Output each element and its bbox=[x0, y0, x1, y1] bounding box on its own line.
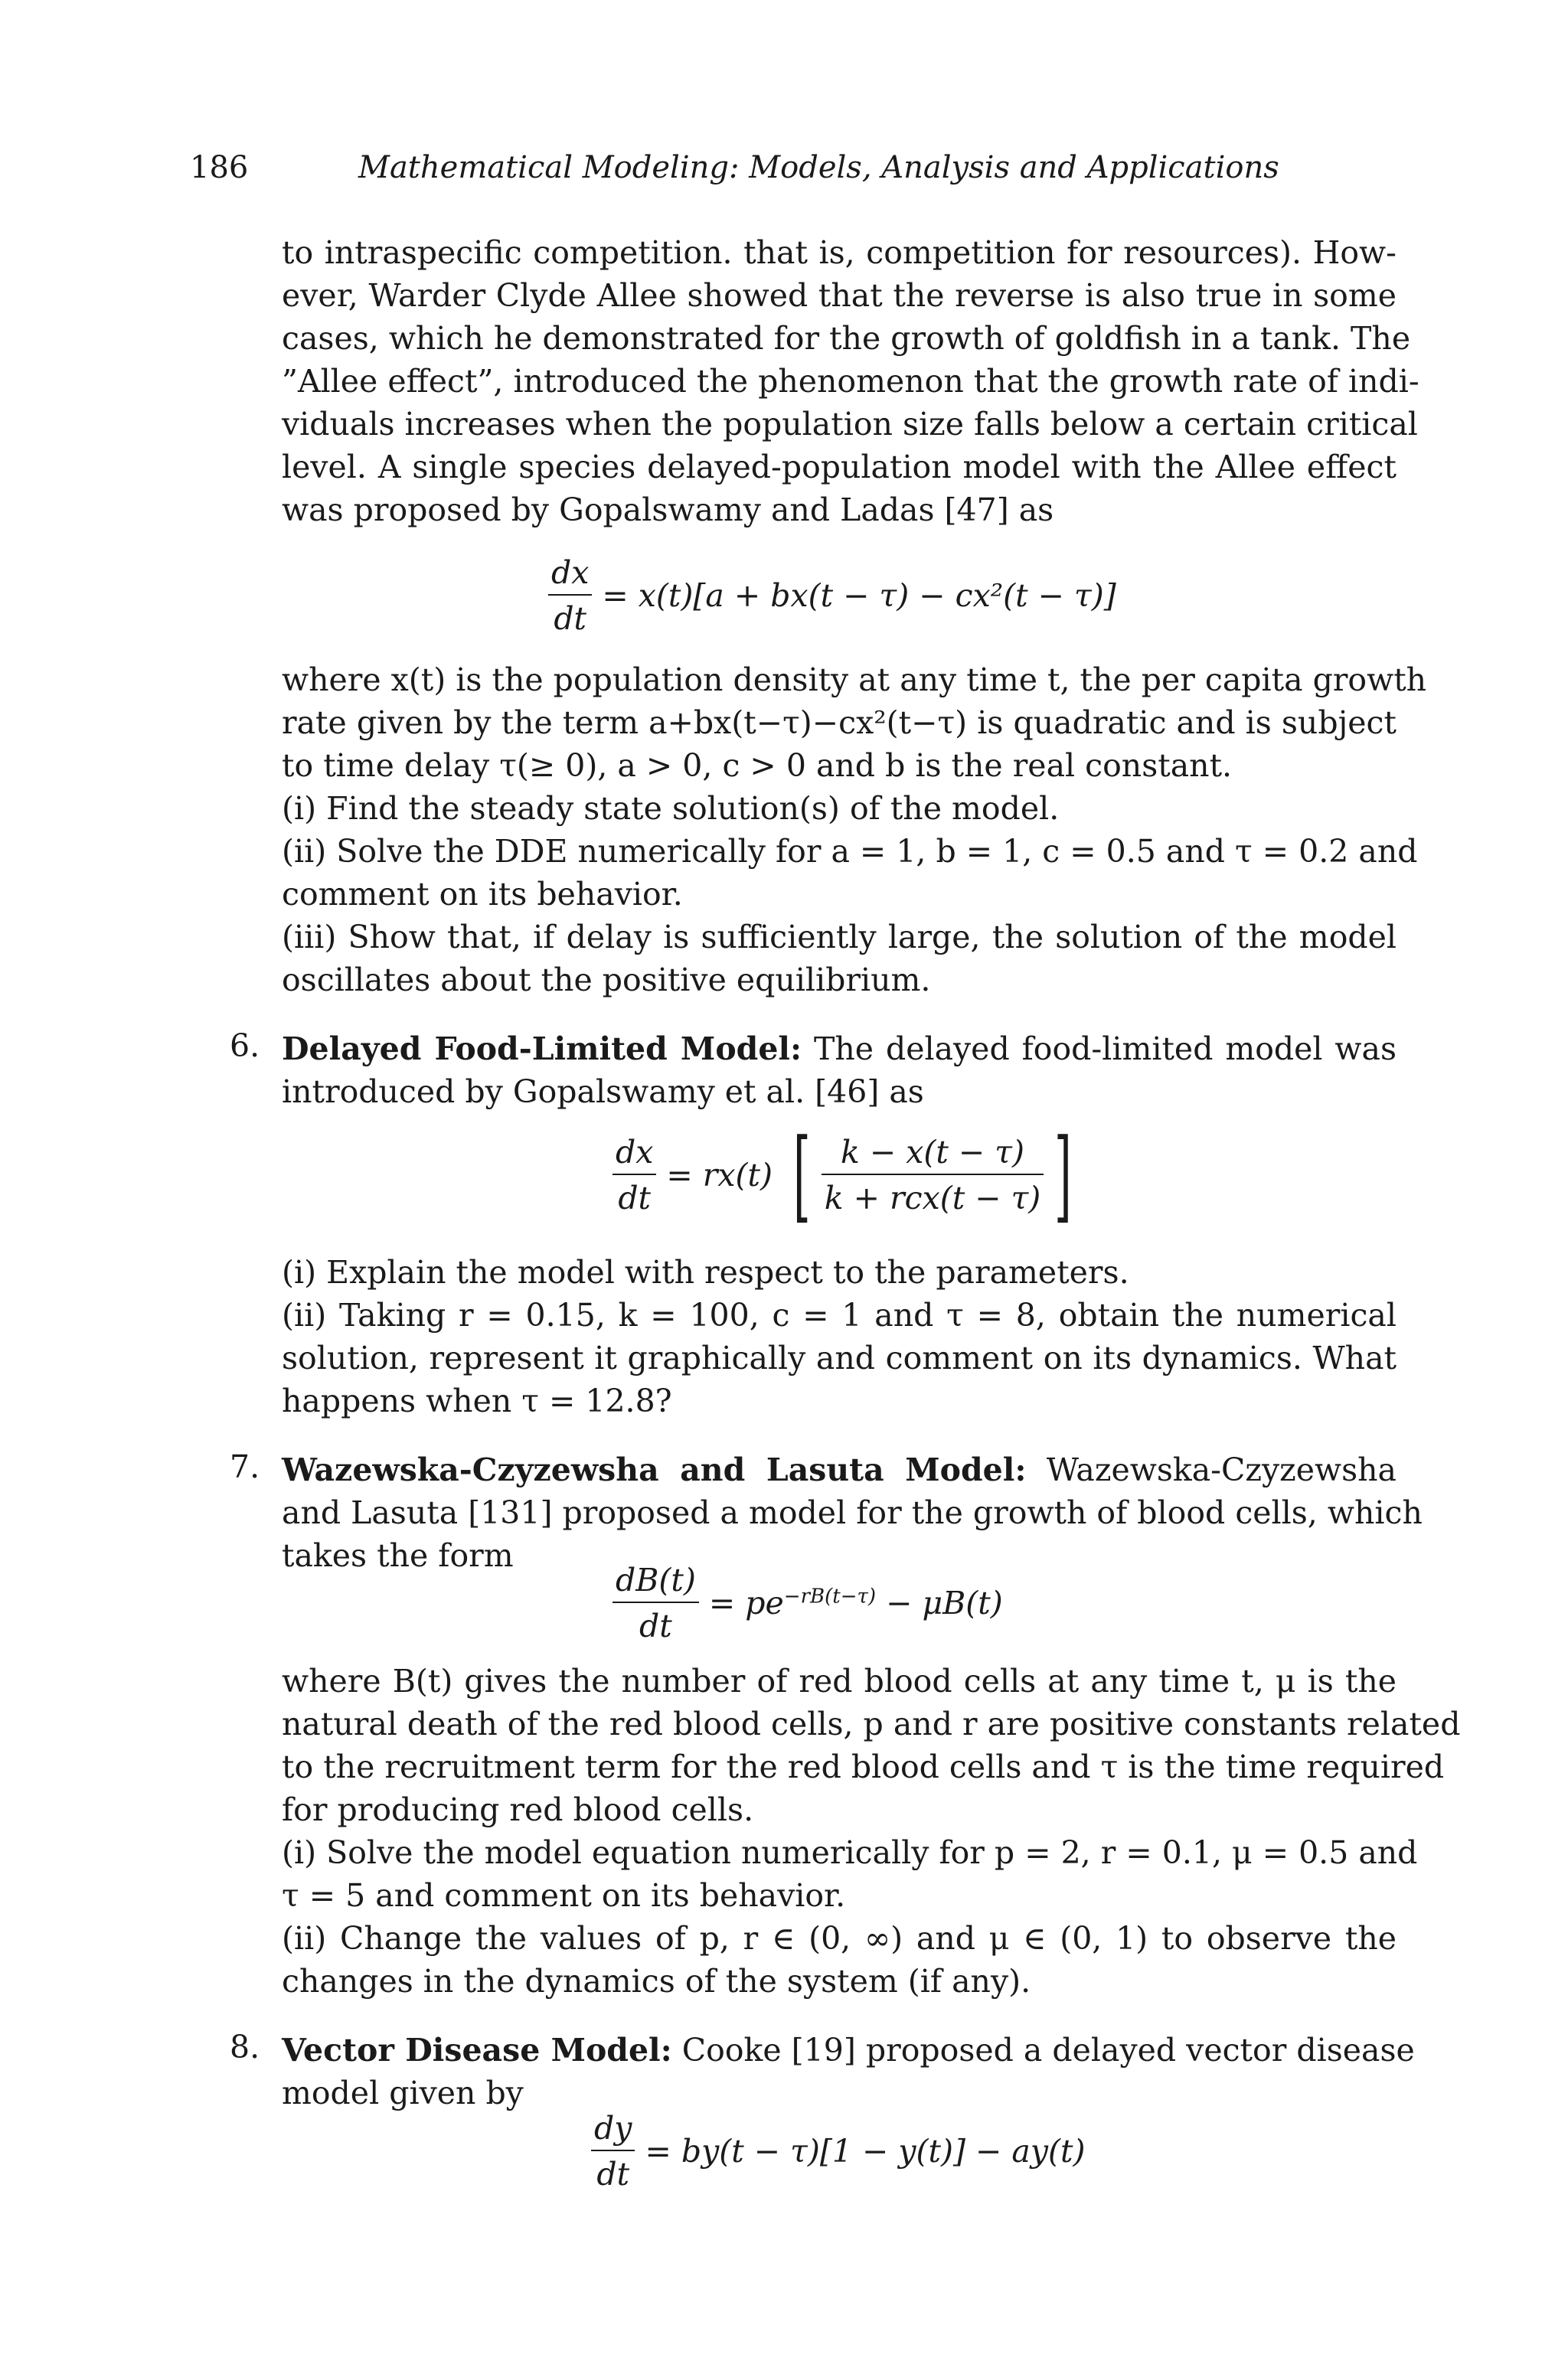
item-text: Wazewska-Czyzewsha bbox=[1026, 1452, 1396, 1488]
text-line: cases, which he demonstrated for the growth of goldfish in a tank. The bbox=[282, 320, 1411, 357]
text-line: introduced by Gopalswamy et al. [46] as bbox=[282, 1073, 924, 1110]
text-line: takes the form bbox=[282, 1537, 514, 1574]
equation-term: − μB(t) bbox=[876, 1585, 1003, 1621]
text-line: where B(t) gives the number of red blood cells at any time t, μ is the bbox=[282, 1663, 1396, 1700]
allee-equation bbox=[548, 554, 1116, 637]
fraction-numerator: dB(t) bbox=[612, 1562, 699, 1603]
fraction-denominator: dt bbox=[554, 600, 587, 637]
text-line: changes in the dynamics of the system (if any). bbox=[282, 1963, 1031, 2000]
fraction-numerator: dy bbox=[591, 2110, 635, 2151]
text-line: was proposed by Gopalswamy and Ladas [47] as bbox=[282, 491, 1054, 528]
allee-explanation bbox=[282, 658, 1427, 1001]
text-line: ever, Warder Clyde Allee showed that the reverse is also true in some bbox=[282, 277, 1396, 314]
text-line: (ii) Solve the DDE numerically for a = 1, b = 1, c = 0.5 and τ = 0.2 and bbox=[282, 833, 1418, 870]
text-line: solution, represent it graphically and comment on its dynamics. What bbox=[282, 1340, 1396, 1376]
equation-rhs: = x(t)[a + bx(t − τ) − cx²(t − τ)] bbox=[602, 577, 1116, 614]
food-limited-equation bbox=[612, 1117, 1083, 1233]
text-line: oscillates about the positive equilibrium. bbox=[282, 962, 931, 998]
item-title: Wazewska-Czyzewsha and Lasuta Model: bbox=[282, 1452, 1027, 1488]
item-number: 6. bbox=[230, 1027, 260, 1064]
text-line: happens when τ = 12.8? bbox=[282, 1383, 672, 1419]
fraction-numerator: dx bbox=[612, 1134, 656, 1175]
text-line: (ii) Taking r = 0.15, k = 100, c = 1 and τ = 8, obtain the numerical bbox=[282, 1297, 1396, 1334]
item-number: 8. bbox=[230, 2029, 260, 2065]
text-line: to intraspecific competition. that is, competition for resources). How- bbox=[282, 234, 1396, 271]
derivative-fraction bbox=[612, 1134, 656, 1216]
fraction-numerator: k − x(t − τ) bbox=[822, 1134, 1044, 1175]
item-7-explanation bbox=[282, 1660, 1461, 2003]
text-line: (i) Find the steady state solution(s) of the model. bbox=[282, 790, 1060, 827]
text-line: for producing red blood cells. bbox=[282, 1791, 754, 1828]
intro-paragraph bbox=[282, 231, 1419, 531]
text-line bbox=[282, 1027, 1396, 1070]
text-line: to the recruitment term for the red blood cells and τ is the time required bbox=[282, 1749, 1445, 1785]
text-line: to time delay τ(≥ 0), a > 0, c > 0 and b is the real constant. bbox=[282, 747, 1233, 784]
item-7-intro bbox=[282, 1448, 1423, 1577]
text-line: level. A single species delayed-population model with the Allee effect bbox=[282, 449, 1396, 485]
text-line: model given by bbox=[282, 2075, 524, 2111]
item-number: 7. bbox=[230, 1448, 260, 1485]
text-line: and Lasuta [131] proposed a model for the growth of blood cells, which bbox=[282, 1494, 1423, 1531]
exponent: −rB(t−τ) bbox=[783, 1585, 877, 1608]
page-header bbox=[190, 150, 1396, 196]
text-line: comment on its behavior. bbox=[282, 876, 683, 913]
text-line: where x(t) is the population density at any time t, the per capita growth bbox=[282, 661, 1427, 698]
equation-rhs bbox=[709, 1585, 1003, 1621]
equation-mid: = rx(t) bbox=[666, 1157, 773, 1194]
fraction-denominator: dt bbox=[596, 2156, 630, 2193]
text-line: ”Allee effect”, introduced the phenomenon that the growth rate of indi- bbox=[282, 363, 1419, 400]
item-title: Vector Disease Model: bbox=[282, 2032, 672, 2069]
item-text: The delayed food-limited model was bbox=[802, 1030, 1396, 1067]
derivative-fraction bbox=[591, 2110, 635, 2193]
item-title: Delayed Food-Limited Model: bbox=[282, 1030, 802, 1067]
running-title: Mathematical Modeling: Models, Analysis and Applications bbox=[358, 150, 1279, 185]
inner-fraction bbox=[822, 1134, 1044, 1216]
derivative-fraction bbox=[612, 1562, 699, 1644]
text-line: rate given by the term a+bx(t−τ)−cx²(t−τ) is quadratic and is subject bbox=[282, 704, 1396, 741]
text-line: (i) Solve the model equation numerically for p = 2, r = 0.1, μ = 0.5 and bbox=[282, 1834, 1418, 1871]
text-line: natural death of the red blood cells, p and r are positive constants related bbox=[282, 1706, 1461, 1742]
text-line bbox=[282, 2029, 1415, 2072]
page-number: 186 bbox=[190, 150, 249, 185]
text-line: viduals increases when the population size falls below a certain critical bbox=[282, 406, 1418, 442]
item-6-intro bbox=[282, 1027, 1396, 1113]
fraction-numerator: dx bbox=[548, 554, 592, 596]
vector-disease-equation bbox=[591, 2110, 1085, 2193]
equation-term: = pe bbox=[708, 1585, 784, 1621]
fraction-denominator: dt bbox=[639, 1608, 672, 1644]
left-bracket: [ bbox=[792, 1117, 811, 1233]
item-6-questions bbox=[282, 1251, 1396, 1422]
text-line: (ii) Change the values of p, r ∈ (0, ∞) and μ ∈ (0, 1) to observe the bbox=[282, 1920, 1396, 1957]
item-text: Cooke [19] proposed a delayed vector disease bbox=[671, 2032, 1415, 2069]
text-line bbox=[282, 1448, 1396, 1491]
text-line: (i) Explain the model with respect to the parameters. bbox=[282, 1254, 1129, 1291]
item-8-intro bbox=[282, 2029, 1415, 2114]
text-line: (iii) Show that, if delay is sufficiently large, the solution of the model bbox=[282, 919, 1396, 955]
fraction-denominator: k + rcx(t − τ) bbox=[824, 1180, 1041, 1216]
equation-rhs: = by(t − τ)[1 − y(t)] − ay(t) bbox=[645, 2133, 1086, 2170]
blood-cell-equation bbox=[612, 1562, 1003, 1644]
text-line: τ = 5 and comment on its behavior. bbox=[282, 1877, 846, 1914]
derivative-fraction bbox=[548, 554, 592, 637]
right-bracket: ] bbox=[1054, 1117, 1073, 1233]
fraction-denominator: dt bbox=[618, 1180, 652, 1216]
